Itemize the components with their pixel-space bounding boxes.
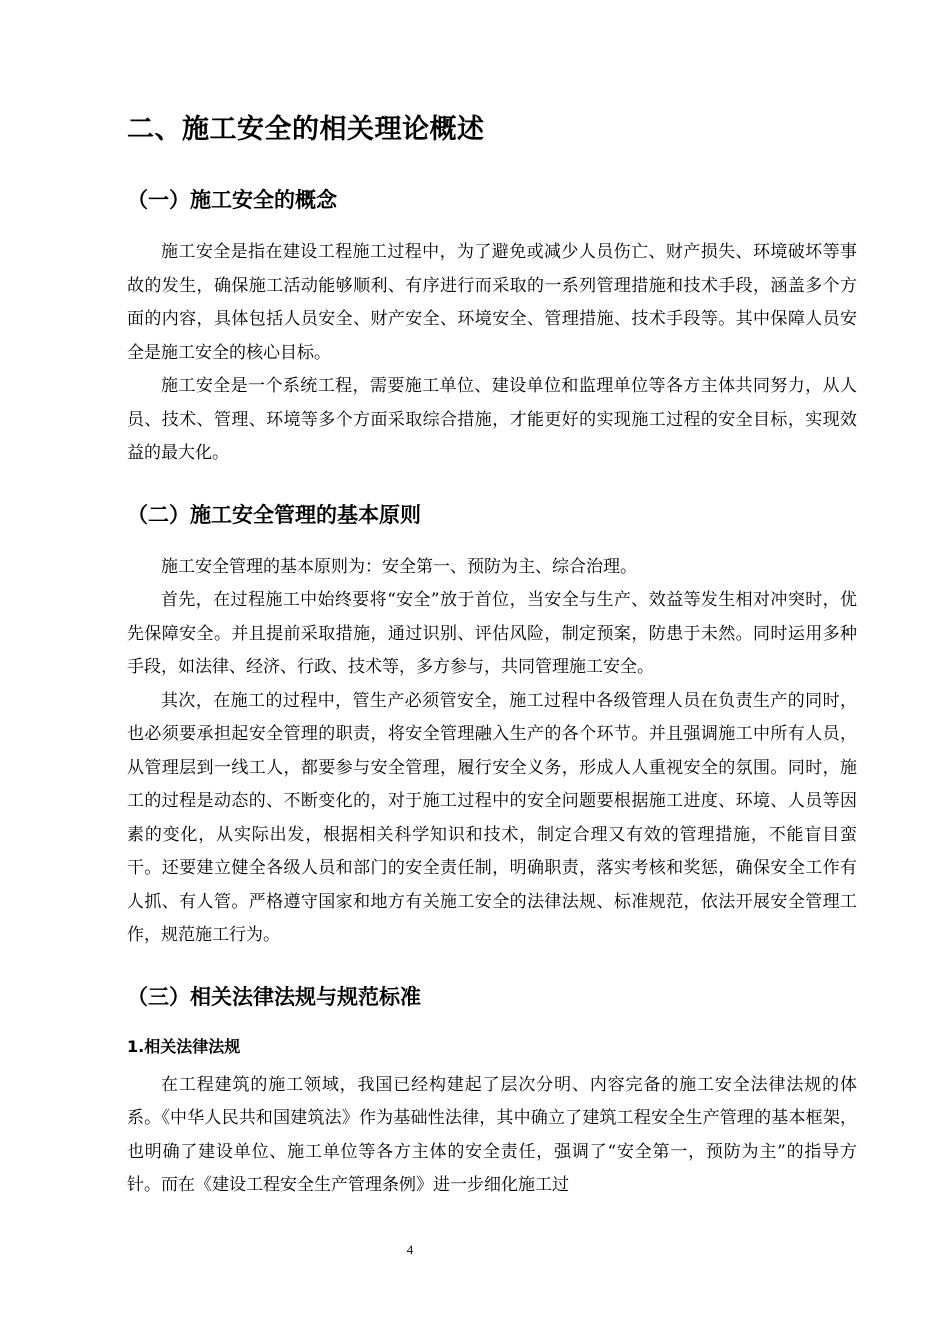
paragraph: 施工安全是一个系统工程，需要施工单位、建设单位和监理单位等各方主体共同努力，从人员、技术、管理、环境等多个方面采取综合措施，才能更好的实现施工过程的安全目标，实现效益的最大化。: [127, 376, 857, 463]
subsection-heading-laws: 1.相关法律法规: [127, 1036, 241, 1056]
paragraph: 首先，在过程施工中始终要将“安全”放于首位，当安全与生产、效益等发生相对冲突时，优先保障安全。并且提前采取措施，通过识别、评估风险，制定预案，防患于未然。同时运用多种手段，如法律、经济、行政、技术等，多方参与，共同管理施工安全。: [127, 590, 857, 677]
chapter-title: 二、施工安全的相关理论概述: [127, 114, 485, 145]
paragraph: 施工安全是指在建设工程施工过程中，为了避免或减少人员伤亡、财产损失、环境破坏等事故的发生，确保施工活动能够顺利、有序进行而采取的一系列管理措施和技术手段，涵盖多个方面的内容，具体包括人员安全、财产安全、环境安全、管理措施、技术手段等。其中保障人员安全是施工安全的核心目标。: [127, 242, 857, 363]
page-number: 4: [406, 1242, 414, 1257]
section-heading-regulations: （三）相关法律法规与规范标准: [127, 984, 421, 1009]
section-heading-concept: （一）施工安全的概念: [127, 188, 337, 212]
paragraph: 施工安全管理的基本原则为：安全第一、预防为主、综合治理。: [161, 556, 637, 577]
section-heading-principles: （二）施工安全管理的基本原则: [127, 502, 421, 527]
paragraph: 在工程建筑的施工领域，我国已经构建起了层次分明、内容完备的施工安全法律法规的体系。《中华人民共和国建筑法》作为基础性法律，其中确立了建筑工程安全生产管理的基本框架，也明确了建设单位、施工单位等各方主体的安全责任，强调了“安全第一，预防为主”的指导方针。而在《建设工程安全生产管理条例》进一步细化施工过: [127, 1074, 857, 1195]
page-content: [127, 110, 857, 1203]
paragraph: 其次，在施工的过程中，管生产必须管安全，施工过程中各级管理人员在负责生产的同时，也必须要承担起安全管理的职责，将安全管理融入生产的各个环节。并且强调施工中所有人员，从管理层到一线工人，都要参与安全管理，履行安全义务，形成人人重视安全的氛围。同时，施工的过程是动态的、不断变化的，对于施工过程中的安全问题要根据施工进度、环境、人员等因素的变化，从实际出发，根据相关科学知识和技术，制定合理又有效的管理措施，不能盲目蛮干。还要建立健全各级人员和部门的安全责任制，明确职责，落实考核和奖惩，确保安全工作有人抓、有人管。严格遵守国家和地方有关施工安全的法律法规、标准规范，依法开展安全管理工作，规范施工行为。: [127, 690, 857, 945]
